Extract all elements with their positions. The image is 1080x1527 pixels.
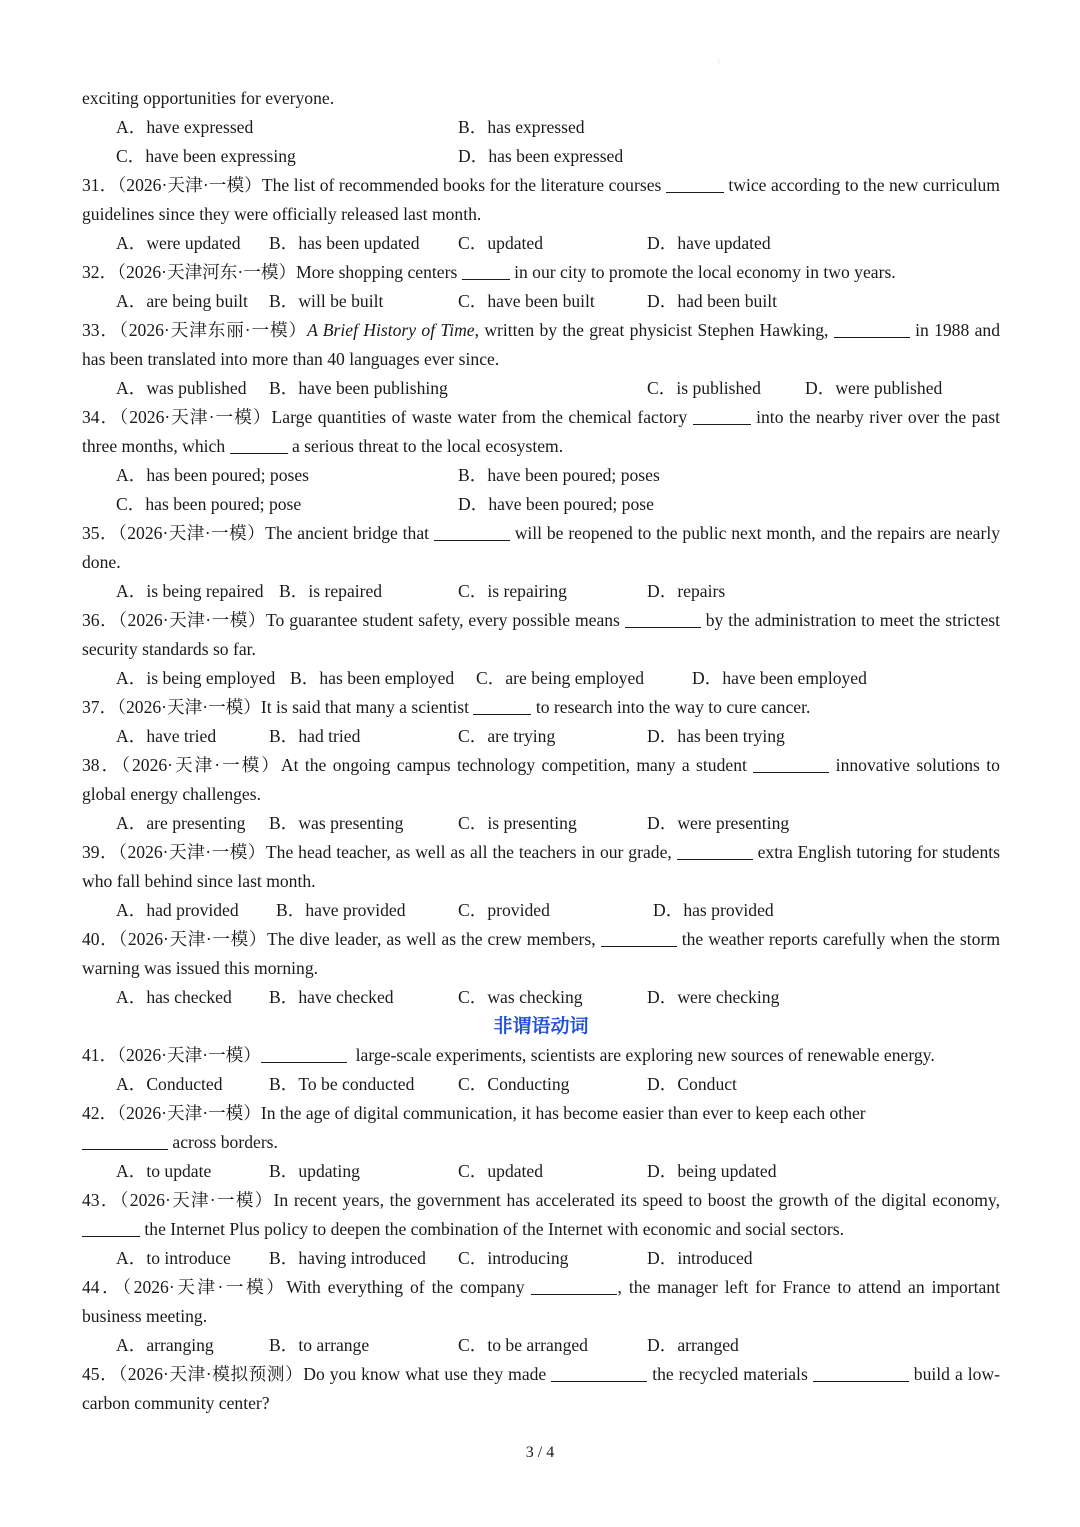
option-c: C．are trying xyxy=(458,726,556,746)
exam-content xyxy=(82,84,1000,1418)
option-d: D．have been employed xyxy=(692,668,867,688)
question-35: 35．（2026·天津·一模）The ancient bridge that will be reopened to the public next month, and the repairs are nearly done. xyxy=(82,523,1001,572)
option-a: A．to introduce xyxy=(116,1248,231,1268)
option-d: D．were published xyxy=(805,378,943,398)
option-d: D．introduced xyxy=(647,1248,753,1268)
option-a: A．are being built xyxy=(116,291,248,311)
option-d: D．were presenting xyxy=(647,813,790,833)
answer-blank xyxy=(531,1278,617,1295)
option-c: C．has been poured; pose xyxy=(116,494,302,514)
option-d: D．has been expressed xyxy=(458,146,624,166)
option-c: C．introducing xyxy=(458,1248,569,1268)
option-d: D．have updated xyxy=(647,233,771,253)
option-a: A．have tried xyxy=(116,726,217,746)
answer-blank xyxy=(666,176,724,193)
answer-blank xyxy=(551,1365,647,1382)
option-c: C．have been built xyxy=(458,291,595,311)
question-41: 41．（2026·天津·一模） large-scale experiments, scientists are exploring new sources of renewable energy. xyxy=(82,1045,935,1065)
question-38: 38．（2026·天津·一模）At the ongoing campus technology competition, many a student innovative solutions to global energy challenges. xyxy=(82,755,1000,804)
option-d: D．being updated xyxy=(647,1161,777,1181)
option-b: B．will be built xyxy=(269,291,384,311)
question-44: 44．（2026·天津·一模）With everything of the company , the manager left for France to attend an important business meeting. xyxy=(82,1277,1000,1326)
option-c: C．is published xyxy=(647,378,761,398)
question-35-options xyxy=(82,577,1000,606)
option-c: C．have been expressing xyxy=(116,146,296,166)
question-32-options xyxy=(82,287,1000,316)
option-b: B．updating xyxy=(269,1161,360,1181)
question-36: 36．（2026·天津·一模）To guarantee student safety, every possible means by the administration to meet the strictest security standards so far. xyxy=(82,610,1000,659)
option-c: C．updated xyxy=(458,233,544,253)
question-34-options-2 xyxy=(82,490,1000,519)
book-title: A Brief History of Time xyxy=(307,320,475,340)
question-42-options xyxy=(82,1157,1000,1186)
question-31-options xyxy=(82,229,1000,258)
question-39: 39．（2026·天津·一模）The head teacher, as well as all the teachers in our grade, extra English tutoring for students who fall behind since last month. xyxy=(82,842,1001,891)
question-31: 31．（2026·天津·一模）The list of recommended books for the literature courses twice according to the new curriculum guidelines since they were officially released last month. xyxy=(82,175,1000,224)
section-title: 非谓语动词 xyxy=(493,1015,589,1037)
page-number: 3 / 4 xyxy=(525,1444,555,1461)
option-a: A．arranging xyxy=(116,1335,214,1355)
option-a: A．to update xyxy=(116,1161,212,1181)
question-36-options xyxy=(82,664,1000,693)
question-43: 43．（2026·天津·一模）In recent years, the government has accelerated its speed to boost the growth of the digital economy, the Internet Plus policy to deepen the combination of the Internet with economic and social sectors. xyxy=(82,1190,1000,1239)
question-37: 37．（2026·天津·一模）It is said that many a scientist to research into the way to cure cancer. xyxy=(82,697,811,717)
answer-blank xyxy=(230,437,288,454)
question-41-options xyxy=(82,1070,1000,1099)
question-34: 34．（2026·天津·一模）Large quantities of waste water from the chemical factory into the nearby river over the past three months, which a serious threat to the local ecosystem. xyxy=(82,407,1000,456)
option-b: B．has been employed xyxy=(290,668,455,688)
option-a: A．is being repaired xyxy=(116,581,264,601)
option-b: B．to arrange xyxy=(269,1335,370,1355)
question-33: 33．（2026·天津东丽·一模）A Brief History of Time, written by the great physicist Stephen Hawking, in 1988 and has been translated into more than 40 languages ever since. xyxy=(82,320,1000,369)
option-c: C．to be arranged xyxy=(458,1335,588,1355)
option-a: A．Conducted xyxy=(116,1074,223,1094)
question-40: 40．（2026·天津·一模）The dive leader, as well as the crew members, the weather reports carefully when the storm warning was issued this morning. xyxy=(82,929,1000,978)
option-a: A．is being employed xyxy=(116,668,276,688)
question-43-options xyxy=(82,1244,1000,1273)
question-44-options xyxy=(82,1331,1000,1360)
option-a: A．has checked xyxy=(116,987,232,1007)
answer-blank xyxy=(473,698,531,715)
option-a: A．was published xyxy=(116,378,247,398)
answer-blank xyxy=(261,1046,347,1063)
option-c: C．updated xyxy=(458,1161,544,1181)
question-34-options-1 xyxy=(82,461,1000,490)
question-45: 45．（2026·天津·模拟预测）Do you know what use they made the recycled materials build a low-carbon community center? xyxy=(82,1364,1001,1413)
option-b: B．have been publishing xyxy=(269,378,448,398)
option-a: A．are presenting xyxy=(116,813,246,833)
question-42: 42．（2026·天津·一模）In the age of digital communication, it has become easier than ever to keep each other xyxy=(82,1103,866,1123)
option-b: B．has been updated xyxy=(269,233,420,253)
option-b: B．has expressed xyxy=(458,117,585,137)
option-b: B．had tried xyxy=(269,726,361,746)
option-b: B．is repaired xyxy=(279,581,383,601)
question-38-options xyxy=(82,809,1000,838)
continued-question-text: exciting opportunities for everyone. xyxy=(82,88,335,108)
answer-blank xyxy=(693,408,751,425)
option-b: B．have provided xyxy=(276,900,406,920)
option-b: B．having introduced xyxy=(269,1248,426,1268)
option-d: D．were checking xyxy=(647,987,780,1007)
answer-blank xyxy=(601,930,677,947)
option-b: B．have checked xyxy=(269,987,394,1007)
options-row-prev-2 xyxy=(82,142,1000,171)
option-d: D．arranged xyxy=(647,1335,739,1355)
option-d: D．have been poured; pose xyxy=(458,494,654,514)
option-c: C．is presenting xyxy=(458,813,577,833)
question-33-options xyxy=(82,374,1000,403)
answer-blank xyxy=(462,263,510,280)
answer-blank xyxy=(82,1133,168,1150)
option-a: A．were updated xyxy=(116,233,241,253)
question-42-line-2: across borders. xyxy=(82,1128,1000,1157)
option-a: A．have expressed xyxy=(116,117,254,137)
answer-blank xyxy=(834,321,910,338)
answer-blank xyxy=(813,1365,909,1382)
answer-blank xyxy=(677,843,753,860)
option-c: C．Conducting xyxy=(458,1074,570,1094)
answer-blank xyxy=(625,611,701,628)
option-d: D．had been built xyxy=(647,291,777,311)
question-37-options xyxy=(82,722,1000,751)
page-mark: : xyxy=(718,58,721,65)
option-b: B．was presenting xyxy=(269,813,404,833)
option-c: C．provided xyxy=(458,900,550,920)
question-40-options xyxy=(82,983,1000,1012)
options-row-prev-1 xyxy=(82,113,1000,142)
option-d: D．Conduct xyxy=(647,1074,737,1094)
option-a: A．has been poured; poses xyxy=(116,465,310,485)
question-32: 32．（2026·天津河东·一模）More shopping centers in our city to promote the local economy in two years. xyxy=(82,262,896,282)
answer-blank xyxy=(82,1220,140,1237)
option-c: C．was checking xyxy=(458,987,583,1007)
option-c: C．are being employed xyxy=(476,668,645,688)
option-d: D．repairs xyxy=(647,581,726,601)
option-a: A．had provided xyxy=(116,900,239,920)
option-d: D．has been trying xyxy=(647,726,785,746)
option-b: B．have been poured; poses xyxy=(458,465,660,485)
option-b: B．To be conducted xyxy=(269,1074,415,1094)
question-39-options xyxy=(82,896,1000,925)
answer-blank xyxy=(434,524,510,541)
answer-blank xyxy=(753,756,829,773)
option-c: C．is repairing xyxy=(458,581,567,601)
option-d: D．has provided xyxy=(653,900,774,920)
